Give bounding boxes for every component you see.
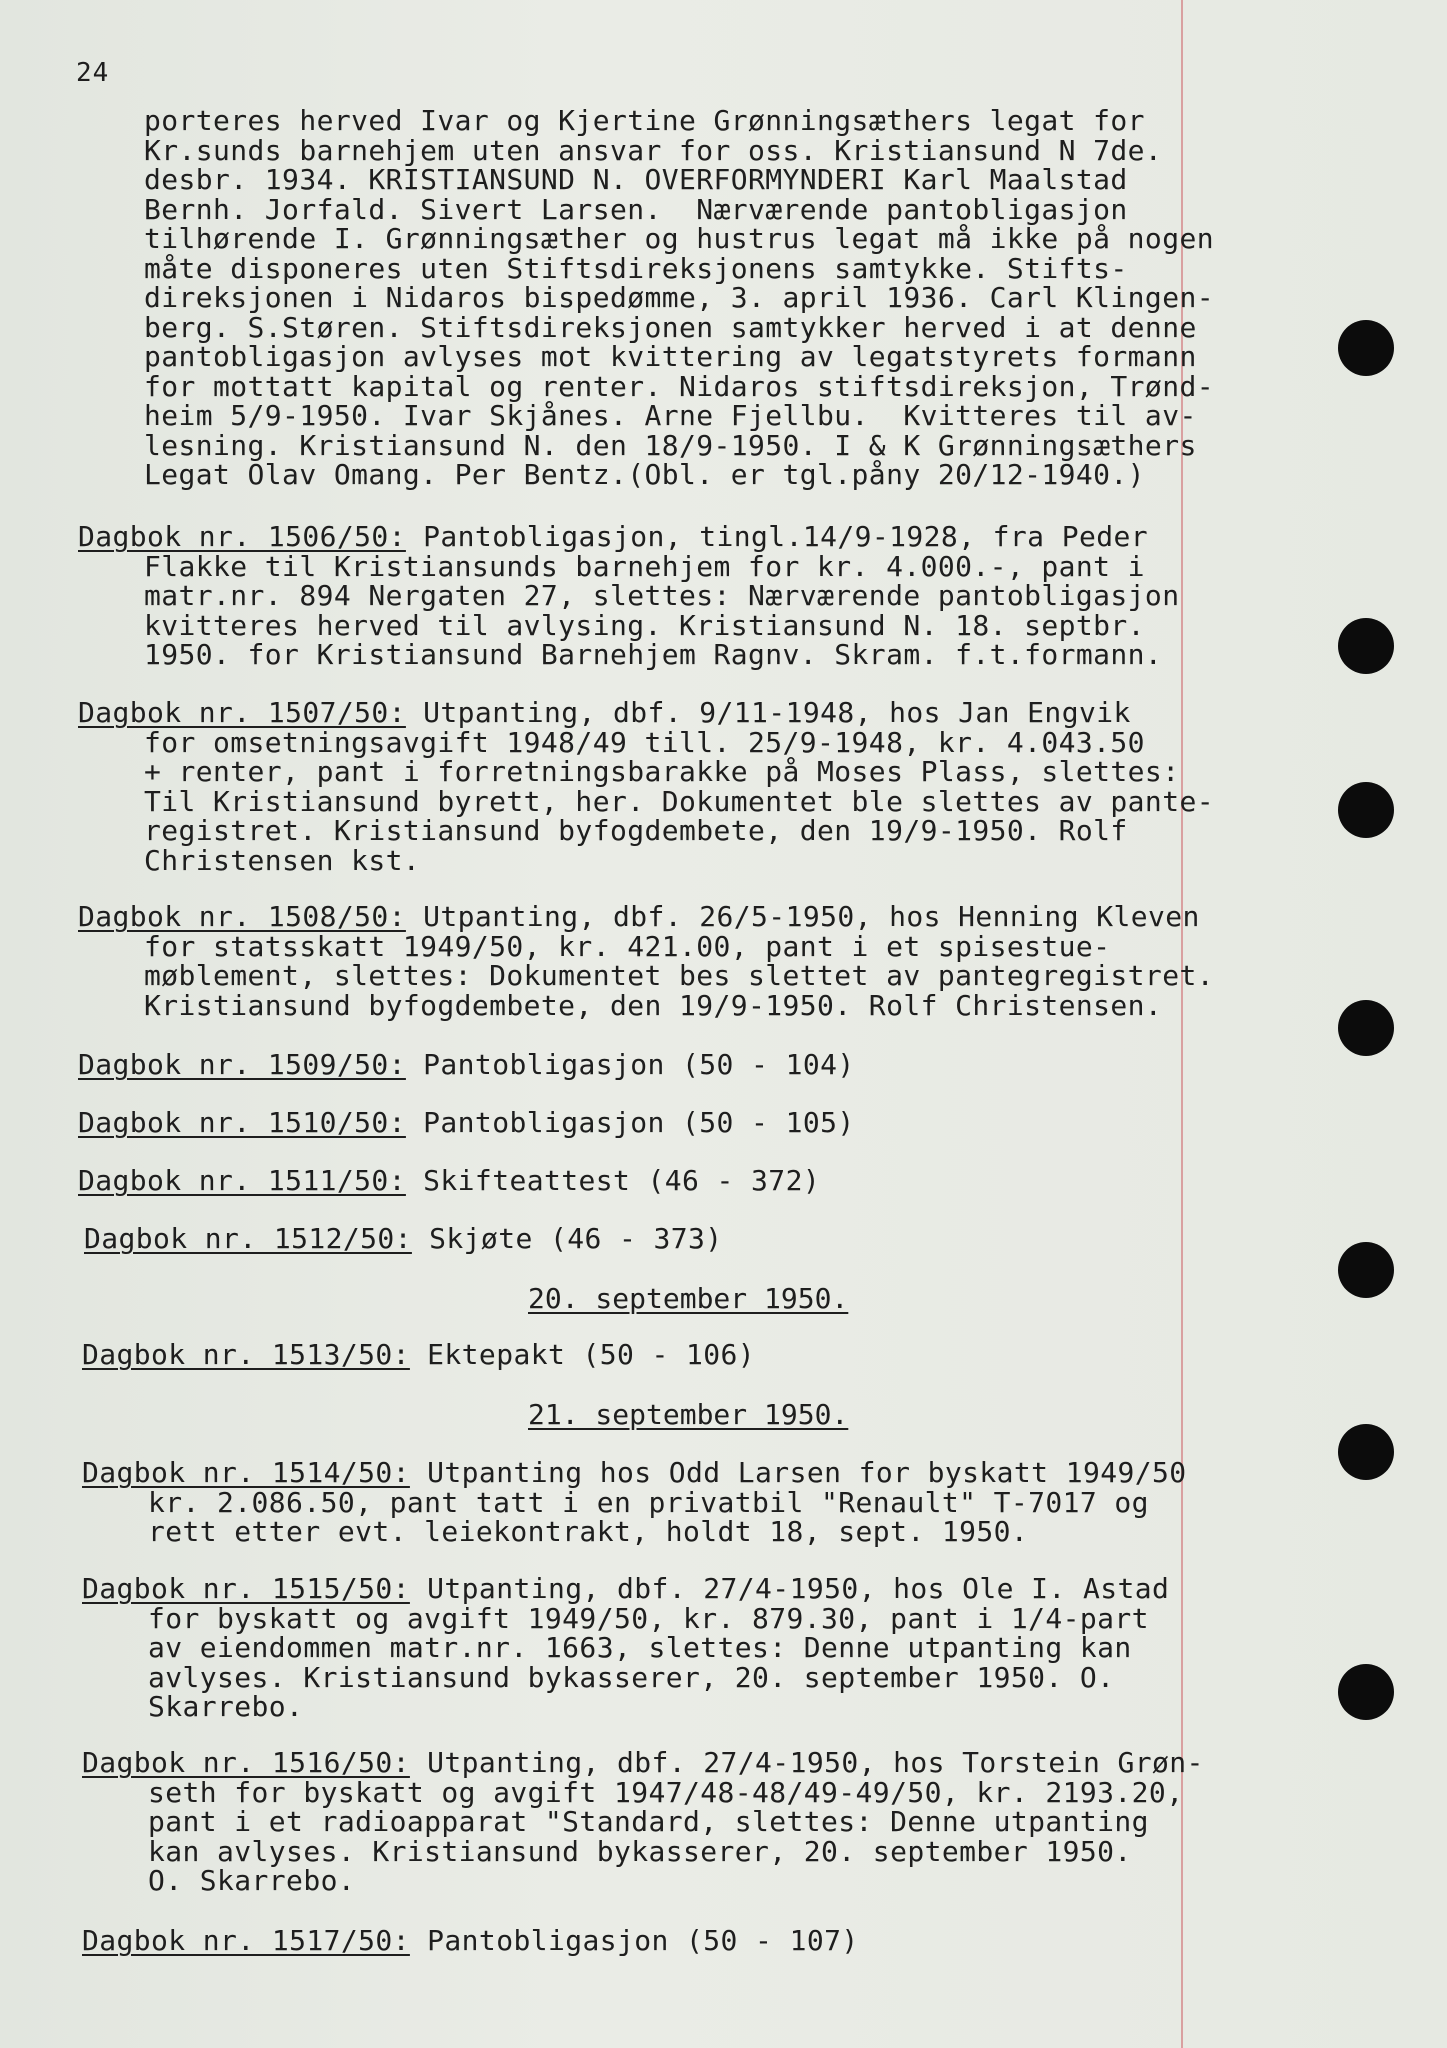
text-line: pantobligasjon avlyses mot kvittering av legatstyrets formann xyxy=(144,340,1197,373)
text-line: avlyses. Kristiansund bykasserer, 20. september 1950. O. xyxy=(148,1660,1115,1694)
text-line: Christensen kst. xyxy=(144,843,421,877)
entry-label: Dagbok nr. 1511/50: xyxy=(78,1164,406,1197)
punch-hole-icon xyxy=(1338,1000,1394,1056)
text-line: for byskatt og avgift 1949/50, kr. 879.30, pant i 1/4-part xyxy=(148,1601,1149,1635)
text-line: for omsetningsavgift 1948/49 till. 25/9-1948, kr. 4.043.50 xyxy=(144,725,1145,759)
entry-label: Dagbok nr. 1510/50: xyxy=(78,1106,406,1139)
punch-hole-icon xyxy=(1338,1242,1394,1298)
text-line: Ektepakt (50 - 106) xyxy=(409,1338,756,1371)
intro-paragraph xyxy=(144,106,1264,490)
entry-1509 xyxy=(78,1050,1198,1080)
text-line: Kristiansund byfogdembete, den 19/9-1950. Rolf Christensen. xyxy=(144,988,1163,1022)
text-line: Legat Olav Omang. Per Bentz.(Obl. er tgl.påny 20/12-1940.) xyxy=(144,458,1145,491)
text-line: Skarrebo. xyxy=(148,1690,304,1723)
entry-1517 xyxy=(82,1926,1202,1956)
text-line: Flakke til Kristiansunds barnehjem for kr. 4.000.-, pant i xyxy=(144,549,1145,583)
text-line: Pantobligasjon, tingl.14/9-1928, fra Peder xyxy=(405,520,1148,553)
text-line: Utpanting, dbf. 27/4-1950, hos Ole I. Astad xyxy=(409,1572,1170,1605)
text-line: 1950. for Kristiansund Barnehjem Ragnv. Skram. f.t.formann. xyxy=(144,638,1163,671)
punch-hole-icon xyxy=(1338,1424,1394,1480)
text-line: heim 5/9-1950. Ivar Skjånes. Arne Fjellbu. Kvitteres til av- xyxy=(144,399,1197,432)
date-header: 21. september 1950. xyxy=(528,1398,849,1431)
text-line: av eiendommen matr.nr. 1663, slettes: Denne utpanting kan xyxy=(148,1631,1132,1664)
entry-label: Dagbok nr. 1517/50: xyxy=(82,1924,410,1957)
punch-hole-icon xyxy=(1338,782,1394,838)
text-line: desbr. 1934. KRISTIANSUND N. OVERFORMYNDERI Karl Maalstad xyxy=(144,163,1128,196)
text-line: porteres herved Ivar og Kjertine Grønningsæthers legat for xyxy=(144,104,1145,137)
text-line: måte disponeres uten Stiftsdireksjonens samtykke. Stifts- xyxy=(144,251,1128,285)
entry-label: Dagbok nr. 1507/50: xyxy=(78,696,406,729)
text-line: kr. 2.086.50, pant tatt i en privatbil "Renault" T-7017 og xyxy=(148,1485,1149,1519)
entry-1511 xyxy=(78,1166,1198,1196)
text-line: Utpanting, dbf. 27/4-1950, hos Torstein Grøn- xyxy=(409,1746,1204,1779)
text-line: kvitteres herved til avlysing. Kristiansund N. 18. septbr. xyxy=(144,608,1145,642)
text-line: Kr.sunds barnehjem uten ansvar for oss. Kristiansund N 7de. xyxy=(144,133,1163,167)
text-line: matr.nr. 894 Nergaten 27, slettes: Nærværende pantobligasjon xyxy=(144,579,1180,612)
text-line: Pantobligasjon (50 - 107) xyxy=(409,1924,859,1957)
text-line: Til Kristiansund byrett, her. Dokumentet ble slettes av pante- xyxy=(144,784,1214,818)
entry-label: Dagbok nr. 1516/50: xyxy=(82,1746,410,1779)
text-line: Skjøte (46 - 373) xyxy=(411,1222,723,1255)
page-number: 24 xyxy=(76,58,110,88)
text-line: Utpanting hos Odd Larsen for byskatt 1949/50 xyxy=(409,1456,1187,1489)
text-line: rett etter evt. leiekontrakt, holdt 18, sept. 1950. xyxy=(148,1515,1029,1548)
text-line: Utpanting, dbf. 26/5-1950, hos Henning Kleven xyxy=(405,900,1200,933)
text-line: Bernh. Jorfald. Sivert Larsen. Nærværende pantobligasjon xyxy=(144,192,1128,226)
entry-label: Dagbok nr. 1513/50: xyxy=(82,1338,410,1371)
text-line: direksjonen i Nidaros bispedømme, 3. april 1936. Carl Klingen- xyxy=(144,281,1214,314)
entry-label: Dagbok nr. 1515/50: xyxy=(82,1572,410,1605)
entry-label: Dagbok nr. 1506/50: xyxy=(78,520,406,553)
entry-label: Dagbok nr. 1508/50: xyxy=(78,900,406,933)
entry-1513 xyxy=(82,1340,1202,1370)
text-line: seth for byskatt og avgift 1947/48-48/49-49/50, kr. 2193.20, xyxy=(148,1775,1184,1809)
text-line: pant i et radioapparat "Standard, slettes: Denne utpanting xyxy=(148,1805,1149,1838)
text-line: Pantobligasjon (50 - 105) xyxy=(405,1106,855,1139)
text-line: registret. Kristiansund byfogdembete, den 19/9-1950. Rolf xyxy=(144,814,1128,847)
text-line: for statsskatt 1949/50, kr. 421.00, pant i et spisestue- xyxy=(144,929,1111,963)
entry-label: Dagbok nr. 1512/50: xyxy=(84,1222,412,1255)
entry-label: Dagbok nr. 1514/50: xyxy=(82,1456,410,1489)
entry-1515 xyxy=(82,1574,1202,1722)
text-line: kan avlyses. Kristiansund bykasserer, 20. september 1950. xyxy=(148,1834,1132,1868)
text-line: Skifteattest (46 - 372) xyxy=(405,1164,821,1197)
entry-1506 xyxy=(78,522,1198,670)
text-line: berg. S.Støren. Stiftsdireksjonen samtykker herved i at denne xyxy=(144,310,1197,344)
entry-label: Dagbok nr. 1509/50: xyxy=(78,1048,406,1081)
text-line: + renter, pant i forretningsbarakke på Moses Plass, slettes: xyxy=(144,755,1180,788)
text-line: møblement, slettes: Dokumentet bes slettet av pantegregistret. xyxy=(144,959,1214,992)
entry-1508 xyxy=(78,900,1214,1022)
punch-hole-icon xyxy=(1338,618,1394,674)
date-header: 20. september 1950. xyxy=(528,1282,849,1315)
text-line: for mottatt kapital og renter. Nidaros stiftsdireksjon, Trønd- xyxy=(144,369,1214,403)
text-line: O. Skarrebo. xyxy=(148,1864,356,1897)
entry-1516 xyxy=(82,1748,1202,1896)
text-line: Pantobligasjon (50 - 104) xyxy=(405,1048,855,1081)
entry-1514 xyxy=(82,1458,1202,1547)
entry-1512 xyxy=(84,1224,1204,1254)
punch-hole-icon xyxy=(1338,320,1394,376)
entry-1510 xyxy=(78,1108,1198,1138)
text-line: Utpanting, dbf. 9/11-1948, hos Jan Engvik xyxy=(405,696,1131,729)
punch-hole-icon xyxy=(1338,1664,1394,1720)
text-line: lesning. Kristiansund N. den 18/9-1950. I & K Grønningsæthers xyxy=(144,428,1197,462)
entry-1507 xyxy=(78,696,1214,877)
text-line: tilhørende I. Grønningsæther og hustrus legat må ikke på nogen xyxy=(144,222,1214,255)
